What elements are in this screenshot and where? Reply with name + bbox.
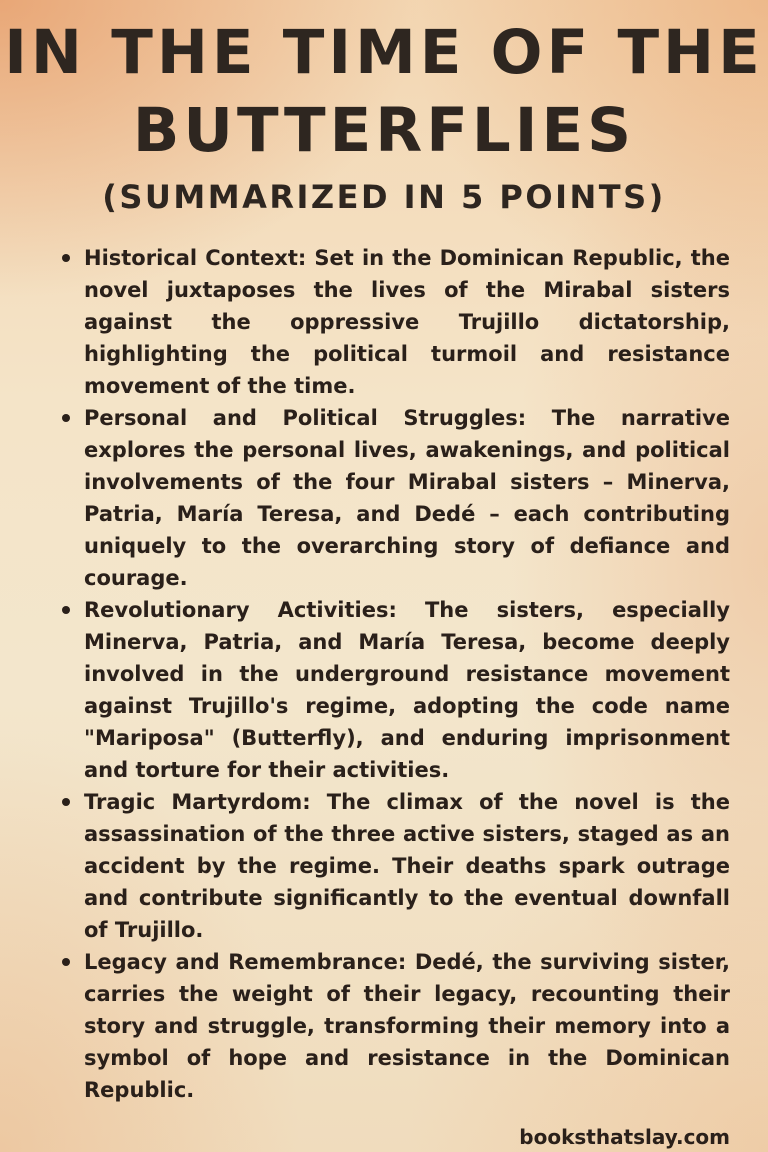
page-subtitle: (SUMMARIZED IN 5 POINTS) bbox=[102, 178, 666, 216]
bullet-icon bbox=[62, 958, 70, 966]
point-text: Tragic Martyrdom: The climax of the novel is the assassination of the three active sisters, staged as an accident by the regime. Their deaths spark outrage and contribute significantly to the eventual downfall of Trujillo. bbox=[84, 790, 730, 942]
summary-point-martyrdom bbox=[60, 786, 730, 946]
summary-point-personal-political bbox=[60, 402, 730, 594]
summary-point-historical-context bbox=[60, 242, 730, 402]
summary-point-revolutionary bbox=[60, 594, 730, 786]
bullet-icon bbox=[62, 254, 70, 262]
point-text: Historical Context: Set in the Dominican Republic, the novel juxtaposes the lives of the Mirabal sisters against the oppressive Trujillo dictatorship, highlighting the political turmoil and resistance movement of the time. bbox=[84, 246, 730, 398]
page-title: IN THE TIME OF THE BUTTERFLIES bbox=[4, 17, 764, 166]
bullet-icon bbox=[62, 798, 70, 806]
summary-points-list bbox=[60, 242, 730, 1106]
point-text: Legacy and Remembrance: Dedé, the surviving sister, carries the weight of their legacy, recounting their story and struggle, transforming their memory into a symbol of hope and resistance in the Dominican Republic. bbox=[84, 950, 730, 1102]
site-url-link[interactable]: booksthatslay.com bbox=[519, 1125, 730, 1149]
bullet-icon bbox=[62, 414, 70, 422]
point-text: Personal and Political Struggles: The narrative explores the personal lives, awakenings, and political involvements of the four Mirabal sisters – Minerva, Patria, María Teresa, and Dedé – each contributing uniquely to the overarching story of defiance and courage. bbox=[84, 406, 730, 590]
summary-point-legacy bbox=[60, 946, 730, 1106]
bullet-icon bbox=[62, 606, 70, 614]
point-text: Revolutionary Activities: The sisters, especially Minerva, Patria, and María Teresa, become deeply involved in the underground resistance movement against Trujillo's regime, adopting the code name "Mariposa" (Butterfly), and enduring imprisonment and torture for their activities. bbox=[84, 598, 730, 782]
